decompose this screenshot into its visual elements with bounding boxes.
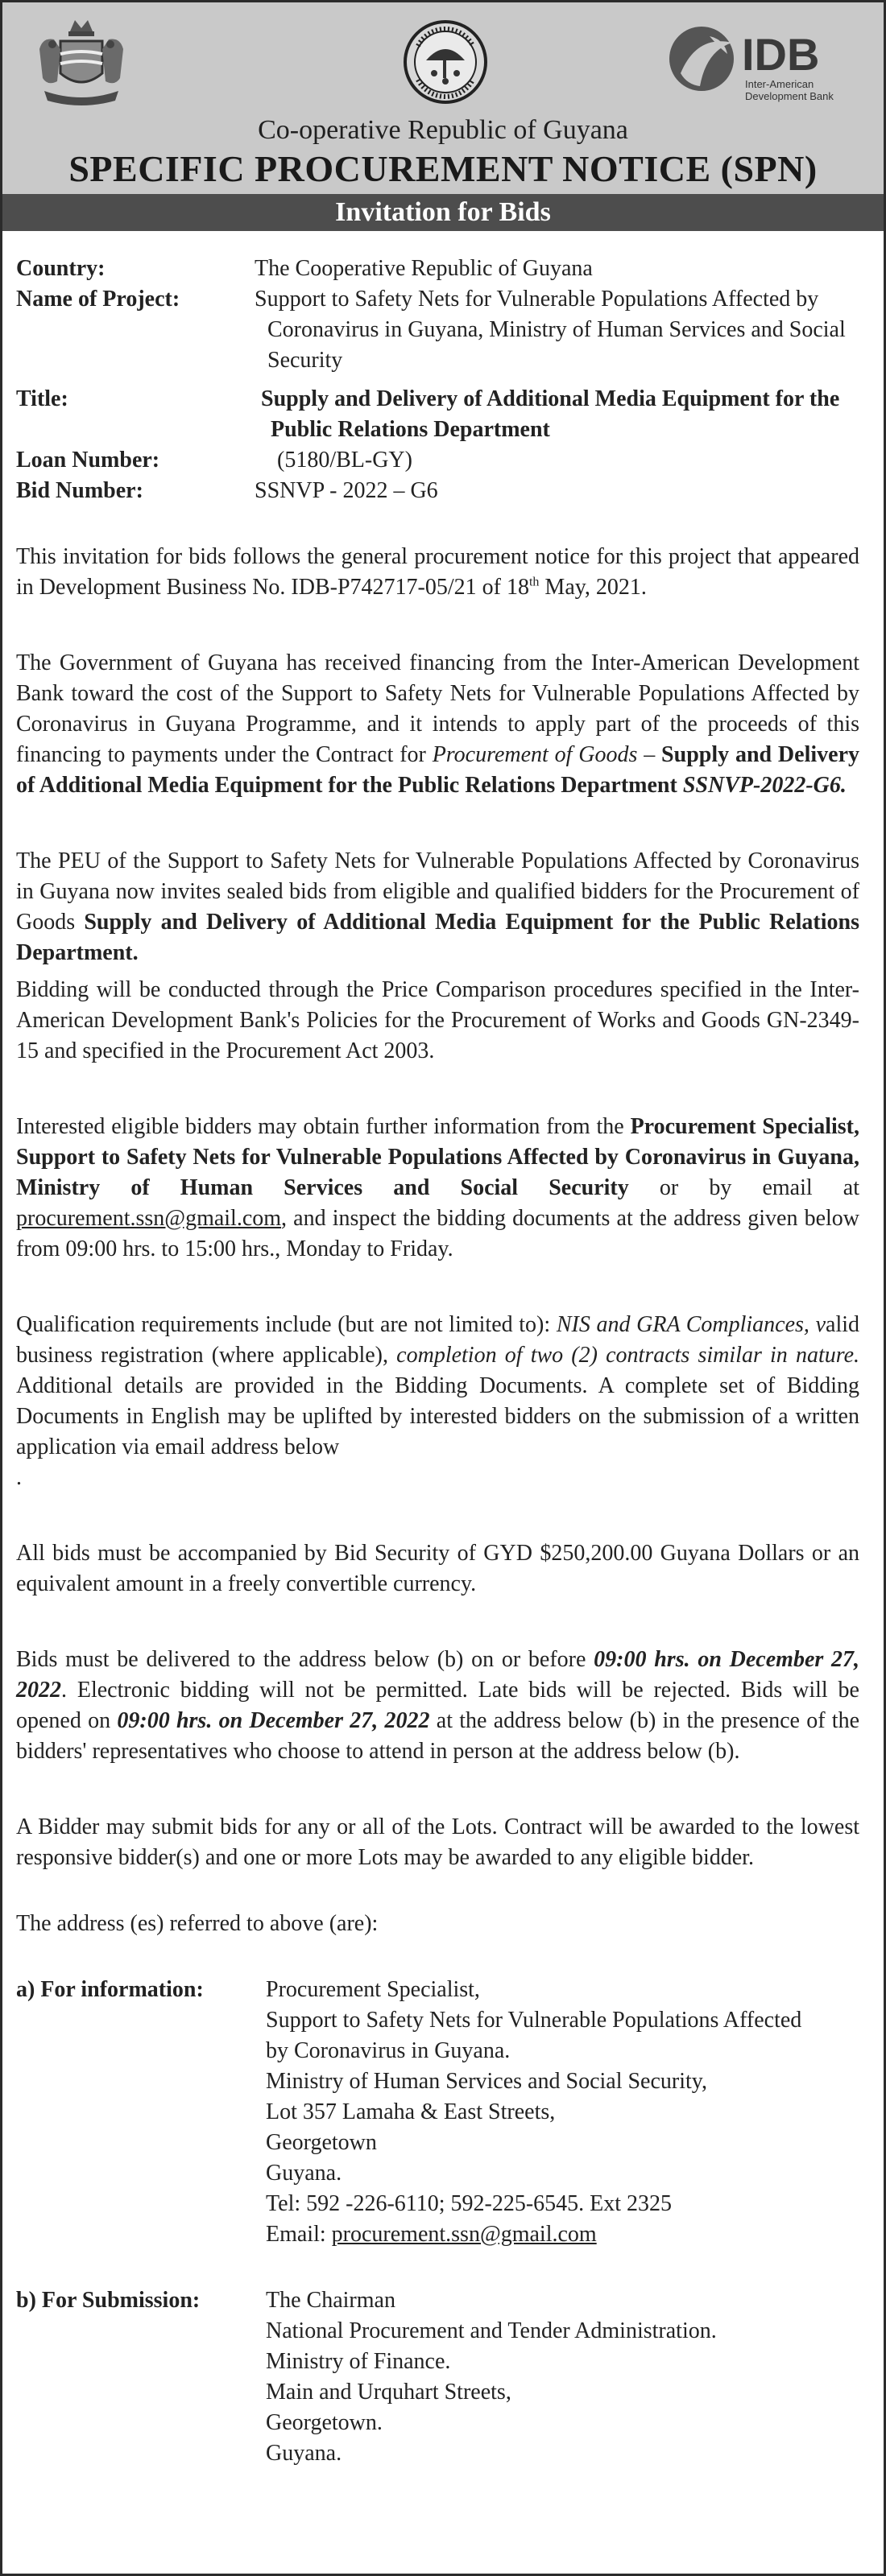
paragraph-addresses-intro: The address (es) referred to above (are): xyxy=(16,1911,379,1936)
country-value: The Cooperative Republic of Guyana xyxy=(255,256,593,281)
coat-of-arms-logo xyxy=(33,17,130,109)
idb-logo xyxy=(668,19,853,107)
information-email-link[interactable]: procurement.ssn@gmail.com xyxy=(331,2222,597,2247)
information-line: Lot 357 Lamaha & East Streets, xyxy=(266,2099,556,2124)
notice-body xyxy=(2,231,884,2469)
information-line: by Coronavirus in Guyana. xyxy=(266,2038,511,2063)
information-line: Guyana. xyxy=(266,2161,342,2186)
ministry-seal-logo xyxy=(402,14,489,110)
paragraph-deadline: Bids must be delivered to the address below (b) on or before 09:00 hrs. on December 27, 2022. Electronic bidding will not be permitted. Late bids will be rejected. Bids will be opened on 09:00 hrs. on December 27, 2022 at the address below (b) in the presence of the bidders' representatives who choose to attend in person at the address below (b). xyxy=(16,1647,860,1764)
procurement-email-link[interactable]: procurement.ssn@gmail.com xyxy=(16,1206,282,1231)
paragraph-financing: The Government of Guyana has received financing from the Inter-American Development Bank toward the cost of the Support to Safety Nets for Vulnerable Populations Affected by Coronavirus in Guyana Programme, and it intends to apply part of the proceeds of this financing to payments under the Contract for Procurement of Goods – Supply and Delivery of Additional Media Equipment for the Public Relations Department SSNVP-2022-G6. xyxy=(16,650,859,798)
loan-row xyxy=(16,445,859,476)
information-line: Tel: 592 -226-6110; 592-225-6545. Ext 2325 xyxy=(266,2191,673,2216)
idb-logo-subtext-1: Inter-American xyxy=(745,78,814,90)
notice-title: SPECIFIC PROCUREMENT NOTICE (SPN) xyxy=(68,148,818,189)
submission-line: The Chairman xyxy=(266,2288,395,2313)
republic-name: Co-operative Republic of Guyana xyxy=(258,115,628,145)
title-label: Title: xyxy=(16,386,68,411)
paragraph-procedures: Bidding will be conducted through the Price Comparison procedures specified in the Inter-American Development Bank's Policies for the Procurement of Works and Goods GN-2349-15 and specified in the Procurement Act 2003. xyxy=(16,977,859,1063)
bid-label: Bid Number: xyxy=(16,478,143,503)
information-lines xyxy=(266,1975,859,2250)
paragraph-qualification: Qualification requirements include (but are not limited to): NIS and GRA Compliances, valid business registration (where applicable), completion of two (2) contracts similar in nature. Additional details are provided in the Bidding Documents. A complete set of Bidding Documents in English may be uplifted by interested bidders on the submission of a written application via email address below . xyxy=(16,1312,860,1490)
project-label: Name of Project: xyxy=(16,287,180,312)
submission-label: b) For Submission: xyxy=(16,2288,201,2313)
submission-line: National Procurement and Tender Administration. xyxy=(266,2318,717,2343)
submission-line: Guyana. xyxy=(266,2441,342,2466)
paragraph-bid-security: All bids must be accompanied by Bid Security of GYD $250,200.00 Guyana Dollars or an equivalent amount in a freely convertible currency. xyxy=(16,1541,859,1596)
address-information xyxy=(16,1975,859,2250)
project-row xyxy=(16,284,859,376)
information-label: a) For information: xyxy=(16,1977,204,2002)
information-line: Georgetown xyxy=(266,2130,377,2155)
title-value: Supply and Delivery of Additional Media Equipment for the Public Relations Department xyxy=(261,386,840,442)
idb-logo-subtext-2: Development Bank xyxy=(745,90,834,102)
notice-header xyxy=(2,2,884,194)
paragraph-invitation: The PEU of the Support to Safety Nets for Vulnerable Populations Affected by Coronavirus in Guyana now invites sealed bids from eligible and qualified bidders for the Procurement of Goods Supply and Delivery of Additional Media Equipment for the Public Relations Department. xyxy=(16,848,859,965)
information-line: Ministry of Human Services and Social Security, xyxy=(266,2069,707,2094)
country-row xyxy=(16,254,859,284)
loan-value: (5180/BL-GY) xyxy=(277,448,412,473)
country-label: Country: xyxy=(16,256,106,281)
submission-line: Georgetown. xyxy=(266,2410,383,2435)
submission-lines xyxy=(266,2285,859,2469)
invitation-banner: Invitation for Bids xyxy=(2,194,884,231)
idb-logo-text: IDB xyxy=(742,29,820,80)
information-line: Support to Safety Nets for Vulnerable Populations Affected xyxy=(266,2008,802,2033)
bid-value: SSNVP - 2022 – G6 xyxy=(255,478,438,503)
address-submission xyxy=(16,2285,859,2469)
loan-label: Loan Number: xyxy=(16,448,160,473)
paragraph-lots: A Bidder may submit bids for any or all of the Lots. Contract will be awarded to the lowest responsive bidder(s) and one or more Lots may be awarded to any eligible bidder. xyxy=(16,1814,859,1870)
information-line: Procurement Specialist, xyxy=(266,1977,480,2002)
information-email-line: Email: procurement.ssn@gmail.com xyxy=(266,2222,597,2247)
paragraph-general-notice: This invitation for bids follows the general procurement notice for this project that appeared in Development Business No. IDB-P742717-05/21 of 18th May, 2021. xyxy=(16,544,859,600)
paragraph-information: Interested eligible bidders may obtain further information from the Procurement Specialist, Support to Safety Nets for Vulnerable Populations Affected by Coronavirus in Guyana, Ministry of Human Services and Social Security or by email at procurement.ssn@gmail.com, and inspect the bidding documents at the address given below from 09:00 hrs. to 15:00 hrs., Monday to Friday. xyxy=(16,1114,859,1261)
submission-line: Ministry of Finance. xyxy=(266,2349,451,2374)
bid-row xyxy=(16,476,859,506)
submission-line: Main and Urquhart Streets, xyxy=(266,2380,511,2405)
project-value: Support to Safety Nets for Vulnerable Populations Affected by Coronavirus in Guyana, Ministry of Human Services and Social Security xyxy=(255,287,846,373)
title-row xyxy=(16,384,859,445)
